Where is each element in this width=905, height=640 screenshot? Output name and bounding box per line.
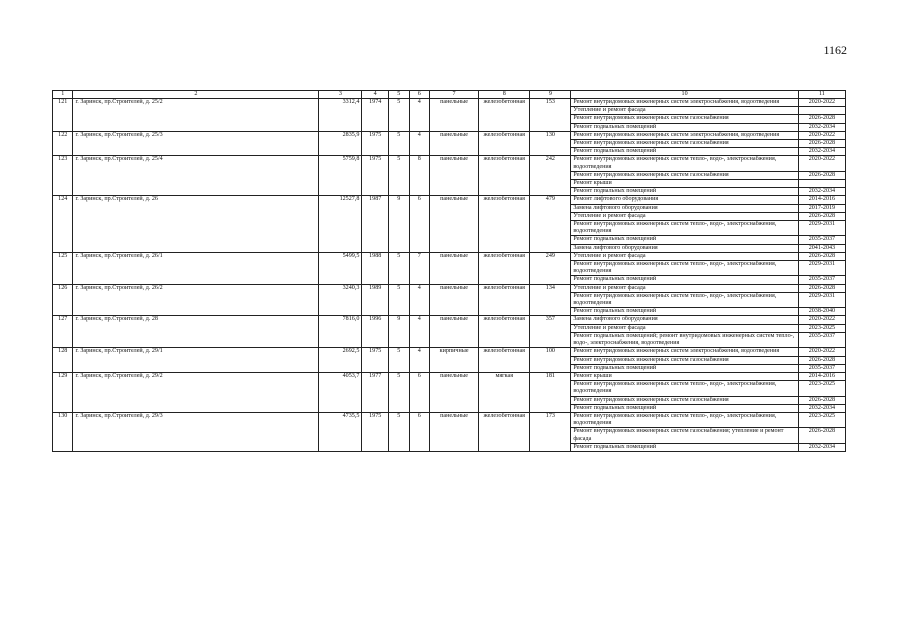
cell-period: 2020-2022 [798,99,845,107]
cell-area: 7816,0 [319,316,362,348]
cell-flats: 181 [530,372,571,412]
cell-work: Ремонт лифтового оборудования [571,196,798,204]
cell-period: 2026-2028 [798,396,845,404]
cell-work: Ремонт внутридомовых инженерных систем тепло-, водо-, электроснабжения, водоотведения [571,156,798,171]
cell-number: 128 [53,348,73,373]
cell-entrances: 4 [409,284,429,316]
cell-year: 1975 [362,348,389,373]
cell-period: 2032-2034 [798,443,845,451]
cell-area: 3312,4 [319,99,362,132]
cell-flats: 153 [530,99,571,132]
cell-period: 2035-2037 [798,332,845,347]
cell-period: 2035-2037 [798,276,845,284]
cell-floors: 9 [389,196,409,252]
cell-work: Ремонт подвальных помещений; ремонт внутридомовых инженерных систем тепло-, водо-, электроснабжения, водоотведения [571,332,798,347]
cell-period [798,180,845,188]
cell-floors: 5 [389,156,409,196]
cell-roof: железобетонная [479,284,530,316]
table-row [53,412,846,427]
cell-address: г. Заринск, пр.Строителей, д. 25/3 [73,131,319,156]
cell-period: 2026-2028 [798,212,845,220]
cell-work: Ремонт внутридомовых инженерных систем газоснабжения; утепление и ремонт фасада [571,428,798,443]
cell-walls: панельные [429,99,478,132]
cell-address: г. Заринск, пр.Строителей, д. 26 [73,196,319,252]
cell-period: 2023-2025 [798,381,845,396]
cell-number: 127 [53,316,73,348]
cell-work: Ремонт внутридомовых инженерных систем газоснабжения [571,396,798,404]
cell-walls: панельные [429,372,478,412]
cell-work: Ремонт внутридомовых инженерных систем газоснабжения [571,171,798,179]
cell-year: 1977 [362,372,389,412]
cell-number: 125 [53,252,73,284]
cell-entrances: 8 [409,156,429,196]
cell-period: 2020-2022 [798,131,845,139]
cell-period: 2026-2028 [798,171,845,179]
cell-address: г. Заринск, пр.Строителей, д. 26/2 [73,284,319,316]
cell-period: 2023-2025 [798,324,845,332]
table-row [53,348,846,356]
col-header: 2 [73,91,319,99]
cell-floors: 5 [389,252,409,284]
cell-number: 130 [53,412,73,451]
cell-flats: 357 [530,316,571,348]
cell-area: 5759,8 [319,156,362,196]
cell-floors: 5 [389,131,409,156]
cell-year: 1975 [362,412,389,451]
cell-walls: панельные [429,131,478,156]
cell-work: Замена лифтового оборудования [571,244,798,252]
cell-period: 2032-2034 [798,404,845,412]
cell-period: 2026-2028 [798,356,845,364]
cell-period: 2023-2025 [798,412,845,427]
cell-period: 2038-2040 [798,308,845,316]
cell-work: Ремонт внутридомовых инженерных систем электроснабжения, водоотведения [571,348,798,356]
cell-flats: 130 [530,131,571,156]
cell-flats: 242 [530,156,571,196]
cell-area: 5499,5 [319,252,362,284]
cell-work: Ремонт внутридомовых инженерных систем тепло-, водо-, электроснабжения, водоотведения [571,412,798,427]
page-number: 1162 [823,43,847,57]
cell-work: Утепление и ремонт фасада [571,324,798,332]
cell-entrances: 7 [409,252,429,284]
cell-work: Ремонт подвальных помещений [571,276,798,284]
cell-number: 124 [53,196,73,252]
cell-walls: кирпичные [429,348,478,373]
col-header: 11 [798,91,845,99]
cell-roof: железобетонная [479,316,530,348]
cell-walls: панельные [429,284,478,316]
cell-address: г. Заринск, пр.Строителей, д. 26/1 [73,252,319,284]
cell-address: г. Заринск, пр.Строителей, д. 29/2 [73,372,319,412]
cell-year: 1975 [362,156,389,196]
cell-year: 1988 [362,252,389,284]
cell-work: Ремонт подвальных помещений [571,148,798,156]
cell-walls: панельные [429,316,478,348]
cell-number: 122 [53,131,73,156]
cell-area: 4053,7 [319,372,362,412]
col-header: 9 [530,91,571,99]
cell-entrances: 4 [409,131,429,156]
cell-work: Ремонт внутридомовых инженерных систем тепло-, водо-, электроснабжения, водоотведения [571,261,798,276]
cell-work: Ремонт внутридомовых инженерных систем электроснабжения, водоотведения [571,131,798,139]
cell-area: 4735,5 [319,412,362,451]
cell-period: 2020-2022 [798,348,845,356]
cell-address: г. Заринск, пр.Строителей, д. 29/3 [73,412,319,451]
cell-work: Утепление и ремонт фасада [571,107,798,115]
cell-area: 12527,8 [319,196,362,252]
cell-entrances: 4 [409,99,429,132]
cell-period: 2026-2028 [798,428,845,443]
cell-work: Утепление и ремонт фасада [571,284,798,292]
cell-roof: железобетонная [479,196,530,252]
cell-period: 2017-2019 [798,204,845,212]
cell-flats: 479 [530,196,571,252]
col-header: 7 [429,91,478,99]
table-row [53,99,846,107]
cell-entrances: 4 [409,316,429,348]
cell-period: 2014-2016 [798,372,845,380]
cell-work: Ремонт внутридомовых инженерных систем тепло-, водо-, электроснабжения, водоотведения [571,221,798,236]
cell-year: 1974 [362,99,389,132]
cell-work: Утепление и ремонт фасада [571,212,798,220]
cell-walls: панельные [429,156,478,196]
cell-work: Ремонт подвальных помещений [571,236,798,244]
cell-walls: панельные [429,196,478,252]
col-header: 3 [319,91,362,99]
cell-floors: 5 [389,348,409,373]
cell-entrances: 6 [409,372,429,412]
cell-roof: железобетонная [479,348,530,373]
table-row [53,131,846,139]
cell-work: Ремонт подвальных помещений [571,123,798,131]
cell-period [798,107,845,115]
cell-floors: 5 [389,99,409,132]
cell-number: 121 [53,99,73,132]
col-header: 8 [479,91,530,99]
cell-year: 1989 [362,284,389,316]
table-row [53,284,846,292]
cell-roof: железобетонная [479,131,530,156]
col-header: 10 [571,91,798,99]
header-row [53,91,846,99]
col-header: 4 [362,91,389,99]
cell-period: 2035-2037 [798,236,845,244]
cell-period: 2020-2022 [798,156,845,171]
cell-period: 2041-2043 [798,244,845,252]
cell-floors: 9 [389,316,409,348]
cell-address: г. Заринск, пр.Строителей, д. 25/2 [73,99,319,132]
cell-work: Замена лифтового оборудования [571,316,798,324]
cell-period: 2032-2034 [798,188,845,196]
cell-period: 2026-2028 [798,284,845,292]
cell-period: 2026-2028 [798,115,845,123]
cell-floors: 5 [389,412,409,451]
cell-work: Ремонт подвальных помещений [571,364,798,372]
cell-area: 3240,3 [319,284,362,316]
table-row [53,316,846,324]
cell-work: Ремонт крыши [571,180,798,188]
cell-address: г. Заринск, пр.Строителей, д. 25/4 [73,156,319,196]
cell-year: 1975 [362,131,389,156]
col-header: 5 [389,91,409,99]
cell-period: 2026-2028 [798,140,845,148]
cell-entrances: 4 [409,348,429,373]
cell-work: Утепление и ремонт фасада [571,252,798,260]
cell-address: г. Заринск, пр.Строителей, д. 28 [73,316,319,348]
cell-walls: панельные [429,252,478,284]
cell-roof: железобетонная [479,252,530,284]
cell-roof: железобетонная [479,412,530,451]
cell-work: Ремонт подвальных помещений [571,308,798,316]
cell-flats: 173 [530,412,571,451]
cell-work: Ремонт внутридомовых инженерных систем тепло-, водо-, электроснабжения, водоотведения [571,292,798,307]
cell-work: Ремонт внутридомовых инженерных систем газоснабжения [571,115,798,123]
cell-period: 2014-2016 [798,196,845,204]
cell-period: 2035-2037 [798,364,845,372]
cell-number: 129 [53,372,73,412]
table-row [53,372,846,380]
cell-work: Ремонт внутридомовых инженерных систем электроснабжения, водоотведения [571,99,798,107]
cell-entrances: 6 [409,196,429,252]
cell-flats: 249 [530,252,571,284]
capital-repair-table [52,90,846,452]
cell-work: Ремонт внутридомовых инженерных систем газоснабжения [571,356,798,364]
cell-period: 2026-2028 [798,252,845,260]
cell-flats: 100 [530,348,571,373]
cell-work: Ремонт крыши [571,372,798,380]
cell-period: 2032-2034 [798,123,845,131]
col-header: 1 [53,91,73,99]
cell-roof: железобетонная [479,156,530,196]
table-row [53,156,846,171]
cell-roof: мягкая [479,372,530,412]
cell-period: 2029-2031 [798,292,845,307]
cell-period: 2029-2031 [798,221,845,236]
cell-work: Ремонт подвальных помещений [571,404,798,412]
cell-number: 123 [53,156,73,196]
cell-entrances: 6 [409,412,429,451]
cell-work: Замена лифтового оборудования [571,204,798,212]
cell-address: г. Заринск, пр.Строителей, д. 29/1 [73,348,319,373]
table-row [53,252,846,260]
col-header: 6 [409,91,429,99]
cell-walls: панельные [429,412,478,451]
cell-year: 1987 [362,196,389,252]
cell-number: 126 [53,284,73,316]
cell-work: Ремонт подвальных помещений [571,188,798,196]
cell-work: Ремонт внутридомовых инженерных систем газоснабжения [571,140,798,148]
cell-year: 1996 [362,316,389,348]
cell-work: Ремонт внутридомовых инженерных систем тепло-, водо-, электроснабжения, водоотведения [571,381,798,396]
cell-period: 2020-2022 [798,316,845,324]
cell-floors: 5 [389,372,409,412]
cell-area: 2835,9 [319,131,362,156]
table-row [53,196,846,204]
cell-roof: железобетонная [479,99,530,132]
cell-period: 2029-2031 [798,261,845,276]
cell-area: 2692,5 [319,348,362,373]
cell-flats: 134 [530,284,571,316]
cell-work: Ремонт подвальных помещений [571,443,798,451]
cell-floors: 5 [389,284,409,316]
cell-period: 2032-2034 [798,148,845,156]
